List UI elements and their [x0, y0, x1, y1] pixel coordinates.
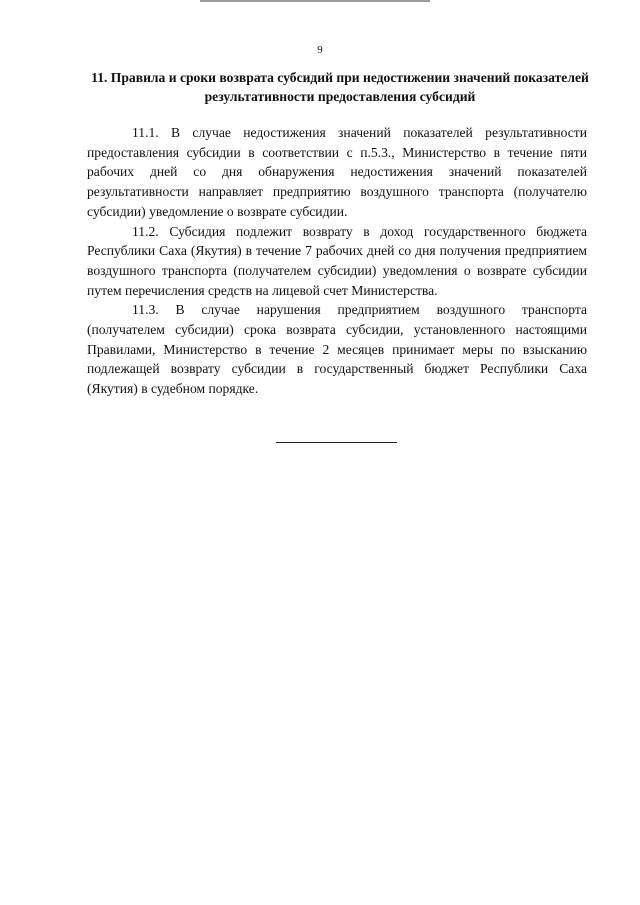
paragraph-11-1: 11.1. В случае недостижения значений показателей результативности предоставления субсидии в соответствии с п.5.3., Министерство в течение пяти рабочих дней со дня обнаружения недостижения значений показателей результативности направляет предприятию воздушного транспорта (получателю субсидии) уведомление о возврате субсидии.	[87, 125, 587, 219]
section-heading: 11. Правила и сроки возврата субсидий при недостижении значений показателей результативности предоставления субсидий	[91, 70, 589, 104]
page-number: 9	[317, 44, 323, 56]
end-of-text-rule	[276, 442, 397, 443]
section-body	[87, 123, 587, 399]
paragraph-11-3: 11.3. В случае нарушения предприятием воздушного транспорта (получателем субсидии) срока возврата субсидии, установленного настоящими Правилами, Министерство в течение 2 месяцев принимает меры по взысканию подлежащей возврату субсидии в государственный бюджет Республики Саха (Якутия) в судебном порядке.	[87, 302, 587, 397]
scan-top-edge	[200, 0, 430, 2]
paragraph-11-2: 11.2. Субсидия подлежит возврату в доход государственного бюджета Республики Саха (Якутия) в течение 7 рабочих дней со дня получения предприятием воздушного транспорта (получателем субсидии) уведомления о возврате субсидии путем перечисления средств на лицевой счет Министерства.	[87, 223, 587, 298]
